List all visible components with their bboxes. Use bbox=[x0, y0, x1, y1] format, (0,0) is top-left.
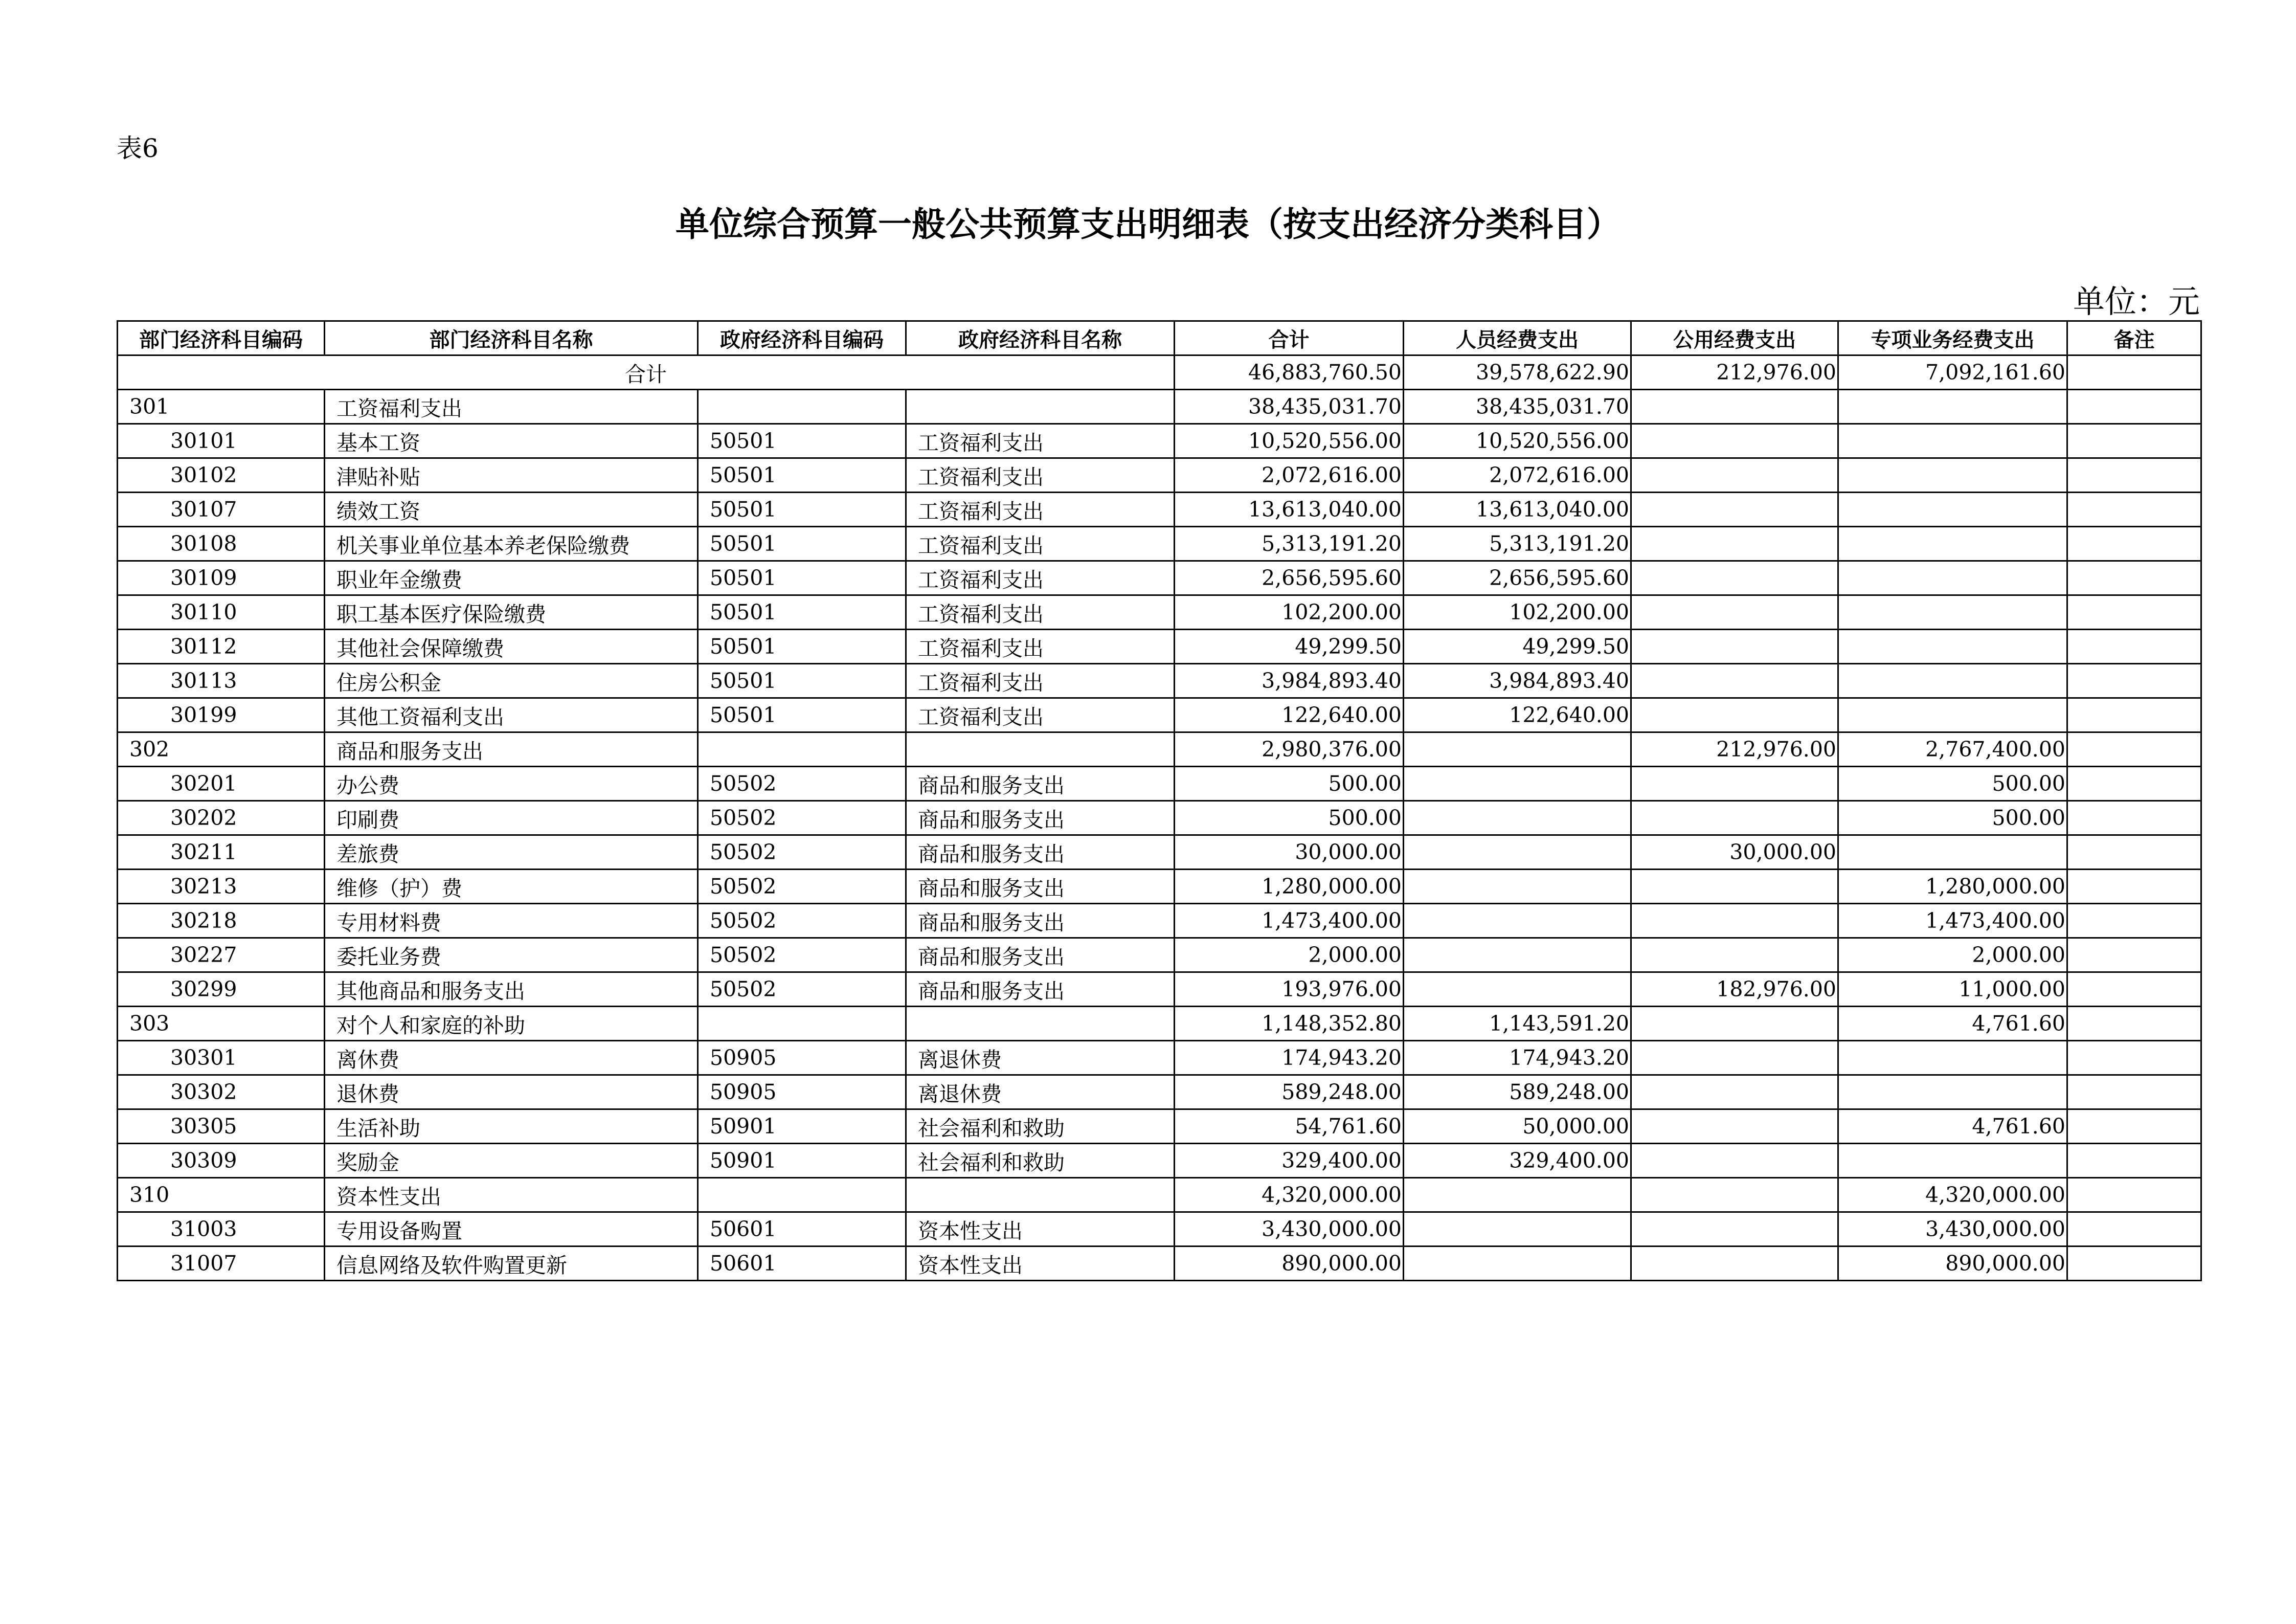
cell-gov-code: 50501 bbox=[698, 561, 906, 595]
cell-personnel: 589,248.00 bbox=[1404, 1075, 1631, 1109]
cell-special bbox=[1838, 390, 2067, 424]
cell-personnel bbox=[1404, 1247, 1631, 1281]
cell-remark bbox=[2067, 835, 2201, 870]
cell-special bbox=[1838, 424, 2067, 458]
cell-gov-code: 50601 bbox=[698, 1247, 906, 1281]
cell-gov-code: 50905 bbox=[698, 1075, 906, 1109]
cell-gov-code: 50601 bbox=[698, 1212, 906, 1247]
cell-gov-name: 社会福利和救助 bbox=[906, 1109, 1175, 1144]
cell-dept-code: 30101 bbox=[118, 424, 325, 458]
cell-gov-code: 50501 bbox=[698, 595, 906, 630]
cell-special bbox=[1838, 458, 2067, 493]
cell-dept-name: 绩效工资 bbox=[325, 493, 698, 527]
cell-personnel bbox=[1404, 904, 1631, 938]
cell-public bbox=[1631, 1007, 1838, 1041]
cell-gov-name: 工资福利支出 bbox=[906, 493, 1175, 527]
cell-personnel: 3,984,893.40 bbox=[1404, 664, 1631, 698]
cell-gov-name: 商品和服务支出 bbox=[906, 801, 1175, 835]
cell-gov-name bbox=[906, 1007, 1175, 1041]
cell-dept-name: 离休费 bbox=[325, 1041, 698, 1075]
table-row bbox=[118, 424, 2201, 458]
cell-dept-code: 30110 bbox=[118, 595, 325, 630]
cell-public bbox=[1631, 595, 1838, 630]
cell-gov-name: 工资福利支出 bbox=[906, 595, 1175, 630]
table-row bbox=[118, 1144, 2201, 1178]
cell-remark bbox=[2067, 630, 2201, 664]
cell-dept-name: 职工基本医疗保险缴费 bbox=[325, 595, 698, 630]
cell-total: 193,976.00 bbox=[1175, 972, 1404, 1007]
cell-gov-code: 50501 bbox=[698, 664, 906, 698]
cell-personnel: 13,613,040.00 bbox=[1404, 493, 1631, 527]
total-remark bbox=[2067, 355, 2201, 390]
cell-special bbox=[1838, 527, 2067, 561]
budget-table bbox=[117, 320, 2202, 1281]
table-row bbox=[118, 1178, 2201, 1212]
cell-public bbox=[1631, 1247, 1838, 1281]
total-label: 合计 bbox=[118, 355, 1175, 390]
cell-personnel bbox=[1404, 972, 1631, 1007]
cell-public bbox=[1631, 698, 1838, 732]
table-row bbox=[118, 1109, 2201, 1144]
cell-dept-code: 30112 bbox=[118, 630, 325, 664]
cell-dept-code: 30213 bbox=[118, 870, 325, 904]
table-row bbox=[118, 630, 2201, 664]
table-row bbox=[118, 904, 2201, 938]
cell-personnel bbox=[1404, 1178, 1631, 1212]
cell-gov-code: 50501 bbox=[698, 698, 906, 732]
cell-gov-code: 50502 bbox=[698, 972, 906, 1007]
header-remark: 备注 bbox=[2067, 321, 2201, 355]
cell-remark bbox=[2067, 732, 2201, 767]
cell-dept-name: 商品和服务支出 bbox=[325, 732, 698, 767]
cell-gov-name: 资本性支出 bbox=[906, 1247, 1175, 1281]
cell-total: 2,656,595.60 bbox=[1175, 561, 1404, 595]
cell-total: 890,000.00 bbox=[1175, 1247, 1404, 1281]
cell-dept-code: 30302 bbox=[118, 1075, 325, 1109]
cell-public bbox=[1631, 1109, 1838, 1144]
header-gov-name: 政府经济科目名称 bbox=[906, 321, 1175, 355]
cell-dept-code: 30201 bbox=[118, 767, 325, 801]
cell-total: 2,000.00 bbox=[1175, 938, 1404, 972]
cell-personnel: 102,200.00 bbox=[1404, 595, 1631, 630]
table-row bbox=[118, 870, 2201, 904]
cell-dept-name: 退休费 bbox=[325, 1075, 698, 1109]
cell-public bbox=[1631, 527, 1838, 561]
cell-gov-name: 商品和服务支出 bbox=[906, 938, 1175, 972]
cell-public: 212,976.00 bbox=[1631, 732, 1838, 767]
cell-total: 329,400.00 bbox=[1175, 1144, 1404, 1178]
cell-special bbox=[1838, 595, 2067, 630]
cell-public bbox=[1631, 1075, 1838, 1109]
total-row bbox=[118, 355, 2201, 390]
cell-public: 182,976.00 bbox=[1631, 972, 1838, 1007]
cell-gov-code bbox=[698, 732, 906, 767]
table-row bbox=[118, 938, 2201, 972]
cell-dept-name: 维修（护）费 bbox=[325, 870, 698, 904]
table-row bbox=[118, 1041, 2201, 1075]
cell-remark bbox=[2067, 767, 2201, 801]
cell-personnel: 122,640.00 bbox=[1404, 698, 1631, 732]
cell-special: 4,320,000.00 bbox=[1838, 1178, 2067, 1212]
cell-remark bbox=[2067, 1109, 2201, 1144]
cell-public bbox=[1631, 904, 1838, 938]
cell-dept-name: 信息网络及软件购置更新 bbox=[325, 1247, 698, 1281]
cell-personnel: 2,072,616.00 bbox=[1404, 458, 1631, 493]
cell-public bbox=[1631, 424, 1838, 458]
cell-total: 174,943.20 bbox=[1175, 1041, 1404, 1075]
cell-total: 4,320,000.00 bbox=[1175, 1178, 1404, 1212]
table-row bbox=[118, 664, 2201, 698]
table-row bbox=[118, 390, 2201, 424]
cell-remark bbox=[2067, 1075, 2201, 1109]
cell-special bbox=[1838, 1144, 2067, 1178]
table-row bbox=[118, 493, 2201, 527]
cell-gov-name: 社会福利和救助 bbox=[906, 1144, 1175, 1178]
cell-dept-name: 对个人和家庭的补助 bbox=[325, 1007, 698, 1041]
cell-remark bbox=[2067, 595, 2201, 630]
cell-dept-name: 委托业务费 bbox=[325, 938, 698, 972]
cell-special: 1,280,000.00 bbox=[1838, 870, 2067, 904]
cell-special bbox=[1838, 835, 2067, 870]
header-dept-code: 部门经济科目编码 bbox=[118, 321, 325, 355]
cell-remark bbox=[2067, 1212, 2201, 1247]
cell-dept-code: 30211 bbox=[118, 835, 325, 870]
cell-total: 500.00 bbox=[1175, 801, 1404, 835]
table-row bbox=[118, 1075, 2201, 1109]
cell-gov-name: 商品和服务支出 bbox=[906, 835, 1175, 870]
cell-gov-name: 工资福利支出 bbox=[906, 664, 1175, 698]
header-special: 专项业务经费支出 bbox=[1838, 321, 2067, 355]
cell-special bbox=[1838, 698, 2067, 732]
cell-gov-name: 商品和服务支出 bbox=[906, 972, 1175, 1007]
cell-total: 2,072,616.00 bbox=[1175, 458, 1404, 493]
cell-gov-code: 50901 bbox=[698, 1144, 906, 1178]
table-row bbox=[118, 767, 2201, 801]
header-gov-code: 政府经济科目编码 bbox=[698, 321, 906, 355]
cell-remark bbox=[2067, 493, 2201, 527]
cell-special: 3,430,000.00 bbox=[1838, 1212, 2067, 1247]
cell-public bbox=[1631, 1041, 1838, 1075]
cell-dept-code: 31007 bbox=[118, 1247, 325, 1281]
table-row bbox=[118, 732, 2201, 767]
cell-gov-code: 50501 bbox=[698, 493, 906, 527]
cell-public bbox=[1631, 767, 1838, 801]
cell-gov-name: 离退休费 bbox=[906, 1041, 1175, 1075]
cell-personnel: 174,943.20 bbox=[1404, 1041, 1631, 1075]
cell-public bbox=[1631, 493, 1838, 527]
cell-public bbox=[1631, 870, 1838, 904]
cell-gov-name bbox=[906, 390, 1175, 424]
cell-public bbox=[1631, 664, 1838, 698]
cell-personnel: 1,143,591.20 bbox=[1404, 1007, 1631, 1041]
cell-dept-code: 30309 bbox=[118, 1144, 325, 1178]
header-public: 公用经费支出 bbox=[1631, 321, 1838, 355]
cell-personnel bbox=[1404, 870, 1631, 904]
cell-total: 500.00 bbox=[1175, 767, 1404, 801]
cell-remark bbox=[2067, 390, 2201, 424]
table-row bbox=[118, 698, 2201, 732]
cell-remark bbox=[2067, 561, 2201, 595]
cell-dept-name: 其他工资福利支出 bbox=[325, 698, 698, 732]
cell-dept-code: 30199 bbox=[118, 698, 325, 732]
cell-remark bbox=[2067, 1144, 2201, 1178]
table-row bbox=[118, 1247, 2201, 1281]
cell-dept-name: 办公费 bbox=[325, 767, 698, 801]
cell-gov-code bbox=[698, 1178, 906, 1212]
cell-remark bbox=[2067, 527, 2201, 561]
cell-public bbox=[1631, 630, 1838, 664]
cell-personnel bbox=[1404, 767, 1631, 801]
total-public: 212,976.00 bbox=[1631, 355, 1838, 390]
table-row bbox=[118, 561, 2201, 595]
cell-public bbox=[1631, 1212, 1838, 1247]
header-personnel: 人员经费支出 bbox=[1404, 321, 1631, 355]
cell-total: 102,200.00 bbox=[1175, 595, 1404, 630]
cell-total: 589,248.00 bbox=[1175, 1075, 1404, 1109]
cell-special: 1,473,400.00 bbox=[1838, 904, 2067, 938]
table-row bbox=[118, 595, 2201, 630]
total-special: 7,092,161.60 bbox=[1838, 355, 2067, 390]
cell-remark bbox=[2067, 458, 2201, 493]
cell-total: 30,000.00 bbox=[1175, 835, 1404, 870]
cell-special bbox=[1838, 561, 2067, 595]
cell-gov-code bbox=[698, 1007, 906, 1041]
table-row bbox=[118, 972, 2201, 1007]
cell-total: 38,435,031.70 bbox=[1175, 390, 1404, 424]
cell-dept-code: 30305 bbox=[118, 1109, 325, 1144]
cell-special bbox=[1838, 630, 2067, 664]
cell-dept-code: 30227 bbox=[118, 938, 325, 972]
cell-gov-name: 离退休费 bbox=[906, 1075, 1175, 1109]
cell-remark bbox=[2067, 1041, 2201, 1075]
cell-dept-name: 工资福利支出 bbox=[325, 390, 698, 424]
cell-gov-code: 50502 bbox=[698, 835, 906, 870]
cell-remark bbox=[2067, 424, 2201, 458]
table-row bbox=[118, 835, 2201, 870]
cell-gov-name bbox=[906, 732, 1175, 767]
cell-special: 500.00 bbox=[1838, 801, 2067, 835]
cell-gov-code: 50502 bbox=[698, 870, 906, 904]
cell-personnel bbox=[1404, 801, 1631, 835]
cell-remark bbox=[2067, 1007, 2201, 1041]
cell-remark bbox=[2067, 801, 2201, 835]
cell-remark bbox=[2067, 870, 2201, 904]
cell-dept-name: 职业年金缴费 bbox=[325, 561, 698, 595]
total-personnel: 39,578,622.90 bbox=[1404, 355, 1631, 390]
cell-dept-code: 31003 bbox=[118, 1212, 325, 1247]
cell-public bbox=[1631, 938, 1838, 972]
table-header bbox=[118, 321, 2201, 355]
cell-dept-name: 资本性支出 bbox=[325, 1178, 698, 1212]
cell-dept-code: 302 bbox=[118, 732, 325, 767]
cell-gov-code bbox=[698, 390, 906, 424]
cell-remark bbox=[2067, 938, 2201, 972]
cell-gov-name: 工资福利支出 bbox=[906, 698, 1175, 732]
cell-special: 2,000.00 bbox=[1838, 938, 2067, 972]
unit-label: 单位：元 bbox=[2073, 283, 2200, 320]
cell-dept-code: 30113 bbox=[118, 664, 325, 698]
cell-total: 49,299.50 bbox=[1175, 630, 1404, 664]
cell-special bbox=[1838, 1075, 2067, 1109]
cell-public bbox=[1631, 561, 1838, 595]
cell-gov-name: 商品和服务支出 bbox=[906, 870, 1175, 904]
cell-remark bbox=[2067, 1178, 2201, 1212]
cell-remark bbox=[2067, 698, 2201, 732]
cell-dept-name: 印刷费 bbox=[325, 801, 698, 835]
cell-gov-name: 商品和服务支出 bbox=[906, 904, 1175, 938]
cell-gov-name: 工资福利支出 bbox=[906, 527, 1175, 561]
cell-special: 4,761.60 bbox=[1838, 1109, 2067, 1144]
cell-total: 10,520,556.00 bbox=[1175, 424, 1404, 458]
cell-personnel: 10,520,556.00 bbox=[1404, 424, 1631, 458]
cell-dept-name: 奖励金 bbox=[325, 1144, 698, 1178]
cell-total: 13,613,040.00 bbox=[1175, 493, 1404, 527]
cell-dept-code: 303 bbox=[118, 1007, 325, 1041]
cell-public bbox=[1631, 1144, 1838, 1178]
cell-personnel: 38,435,031.70 bbox=[1404, 390, 1631, 424]
cell-special bbox=[1838, 493, 2067, 527]
cell-special bbox=[1838, 664, 2067, 698]
cell-special: 11,000.00 bbox=[1838, 972, 2067, 1007]
cell-total: 3,430,000.00 bbox=[1175, 1212, 1404, 1247]
header-total: 合计 bbox=[1175, 321, 1404, 355]
cell-personnel bbox=[1404, 732, 1631, 767]
cell-dept-code: 30109 bbox=[118, 561, 325, 595]
cell-gov-code: 50901 bbox=[698, 1109, 906, 1144]
cell-total: 1,280,000.00 bbox=[1175, 870, 1404, 904]
table-row bbox=[118, 527, 2201, 561]
table-row bbox=[118, 801, 2201, 835]
cell-personnel: 50,000.00 bbox=[1404, 1109, 1631, 1144]
cell-gov-code: 50905 bbox=[698, 1041, 906, 1075]
cell-dept-code: 30107 bbox=[118, 493, 325, 527]
cell-total: 3,984,893.40 bbox=[1175, 664, 1404, 698]
document-title: 单位综合预算一般公共预算支出明细表（按支出经济分类科目） bbox=[676, 205, 1620, 244]
cell-personnel bbox=[1404, 835, 1631, 870]
cell-gov-code: 50501 bbox=[698, 458, 906, 493]
cell-remark bbox=[2067, 1247, 2201, 1281]
cell-dept-name: 住房公积金 bbox=[325, 664, 698, 698]
cell-total: 5,313,191.20 bbox=[1175, 527, 1404, 561]
cell-dept-code: 30218 bbox=[118, 904, 325, 938]
cell-special: 4,761.60 bbox=[1838, 1007, 2067, 1041]
header-dept-name: 部门经济科目名称 bbox=[325, 321, 698, 355]
cell-gov-name: 商品和服务支出 bbox=[906, 767, 1175, 801]
table-row bbox=[118, 1007, 2201, 1041]
cell-dept-name: 生活补助 bbox=[325, 1109, 698, 1144]
cell-remark bbox=[2067, 664, 2201, 698]
cell-remark bbox=[2067, 972, 2201, 1007]
cell-dept-code: 30301 bbox=[118, 1041, 325, 1075]
cell-dept-name: 基本工资 bbox=[325, 424, 698, 458]
cell-gov-code: 50501 bbox=[698, 424, 906, 458]
cell-gov-code: 50502 bbox=[698, 801, 906, 835]
cell-gov-name: 工资福利支出 bbox=[906, 424, 1175, 458]
cell-total: 2,980,376.00 bbox=[1175, 732, 1404, 767]
cell-personnel: 329,400.00 bbox=[1404, 1144, 1631, 1178]
cell-dept-name: 其他社会保障缴费 bbox=[325, 630, 698, 664]
cell-public bbox=[1631, 801, 1838, 835]
cell-gov-code: 50501 bbox=[698, 527, 906, 561]
cell-public bbox=[1631, 390, 1838, 424]
cell-dept-name: 其他商品和服务支出 bbox=[325, 972, 698, 1007]
cell-gov-name: 资本性支出 bbox=[906, 1212, 1175, 1247]
cell-dept-name: 机关事业单位基本养老保险缴费 bbox=[325, 527, 698, 561]
cell-gov-code: 50502 bbox=[698, 904, 906, 938]
cell-dept-code: 30299 bbox=[118, 972, 325, 1007]
cell-dept-code: 310 bbox=[118, 1178, 325, 1212]
cell-total: 1,473,400.00 bbox=[1175, 904, 1404, 938]
cell-personnel: 49,299.50 bbox=[1404, 630, 1631, 664]
cell-total: 1,148,352.80 bbox=[1175, 1007, 1404, 1041]
total-amount: 46,883,760.50 bbox=[1175, 355, 1404, 390]
cell-gov-code: 50501 bbox=[698, 630, 906, 664]
cell-dept-code: 30108 bbox=[118, 527, 325, 561]
cell-dept-code: 30202 bbox=[118, 801, 325, 835]
cell-gov-name bbox=[906, 1178, 1175, 1212]
cell-personnel: 5,313,191.20 bbox=[1404, 527, 1631, 561]
cell-remark bbox=[2067, 904, 2201, 938]
table-row bbox=[118, 458, 2201, 493]
cell-personnel bbox=[1404, 1212, 1631, 1247]
cell-public bbox=[1631, 1178, 1838, 1212]
cell-public: 30,000.00 bbox=[1631, 835, 1838, 870]
cell-dept-code: 30102 bbox=[118, 458, 325, 493]
table-body bbox=[118, 355, 2201, 1281]
cell-dept-name: 专用设备购置 bbox=[325, 1212, 698, 1247]
cell-gov-code: 50502 bbox=[698, 938, 906, 972]
cell-personnel bbox=[1404, 938, 1631, 972]
header-row bbox=[118, 321, 2201, 355]
table-label: 表6 bbox=[117, 134, 159, 163]
cell-total: 54,761.60 bbox=[1175, 1109, 1404, 1144]
cell-special bbox=[1838, 1041, 2067, 1075]
cell-public bbox=[1631, 458, 1838, 493]
cell-gov-code: 50502 bbox=[698, 767, 906, 801]
cell-special: 2,767,400.00 bbox=[1838, 732, 2067, 767]
cell-dept-name: 专用材料费 bbox=[325, 904, 698, 938]
cell-personnel: 2,656,595.60 bbox=[1404, 561, 1631, 595]
cell-gov-name: 工资福利支出 bbox=[906, 561, 1175, 595]
table-row bbox=[118, 1212, 2201, 1247]
cell-special: 890,000.00 bbox=[1838, 1247, 2067, 1281]
cell-dept-name: 差旅费 bbox=[325, 835, 698, 870]
cell-gov-name: 工资福利支出 bbox=[906, 630, 1175, 664]
cell-dept-code: 301 bbox=[118, 390, 325, 424]
cell-gov-name: 工资福利支出 bbox=[906, 458, 1175, 493]
cell-special: 500.00 bbox=[1838, 767, 2067, 801]
cell-dept-name: 津贴补贴 bbox=[325, 458, 698, 493]
cell-total: 122,640.00 bbox=[1175, 698, 1404, 732]
